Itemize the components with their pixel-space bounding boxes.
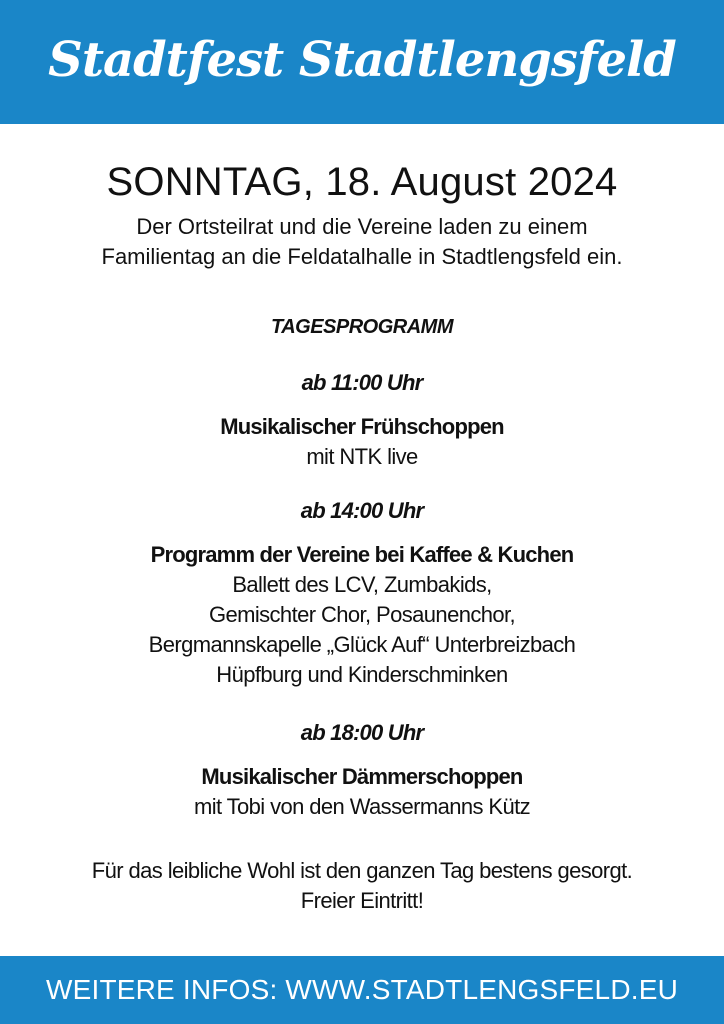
intro-text (0, 212, 724, 272)
program-time: ab 11:00 Uhr (301, 370, 423, 395)
intro-line: Der Ortsteilrat und die Vereine laden zu einem (136, 214, 588, 239)
program-detail: Hüpfburg und Kinderschminken (216, 662, 508, 687)
program-item (0, 718, 724, 822)
program-item (0, 368, 724, 472)
header-banner (0, 0, 724, 124)
program-time: ab 18:00 Uhr (300, 720, 424, 745)
program-detail: Bergmannskapelle „Glück Auf“ Unterbreizbach (148, 632, 576, 657)
program-detail: Ballett des LCV, Zumbakids, (232, 572, 492, 597)
program-time: ab 14:00 Uhr (300, 498, 424, 523)
program-item (0, 496, 724, 690)
program-detail: mit Tobi von den Wassermanns Kütz (193, 794, 531, 819)
website-info: WEITERE INFOS: WWW.STADTLENGSFELD.EU (45, 974, 679, 1005)
program-detail: Gemischter Chor, Posaunenchor, (208, 602, 516, 627)
intro-line: Familientag an die Feldatalhalle in Stadtlengsfeld ein. (101, 244, 623, 269)
footer-banner (0, 956, 724, 1024)
program-detail: mit NTK live (306, 444, 418, 469)
flyer-content (0, 124, 724, 956)
closing-line: Für das leibliche Wohl ist den ganzen Tag bestens gesorgt. (91, 858, 633, 883)
closing-text (0, 856, 724, 916)
program-heading: TAGESPROGRAMM (270, 316, 453, 338)
page-title: Stadtfest Stadtlengsfeld (48, 32, 676, 88)
program-title: Musikalischer Frühschoppen (220, 414, 504, 439)
program-title: Musikalischer Dämmerschoppen (201, 764, 523, 789)
closing-line: Freier Eintritt! (300, 888, 424, 913)
program-title: Programm der Vereine bei Kaffee & Kuchen (150, 542, 574, 567)
event-date: SONNTAG, 18. August 2024 (106, 160, 618, 204)
